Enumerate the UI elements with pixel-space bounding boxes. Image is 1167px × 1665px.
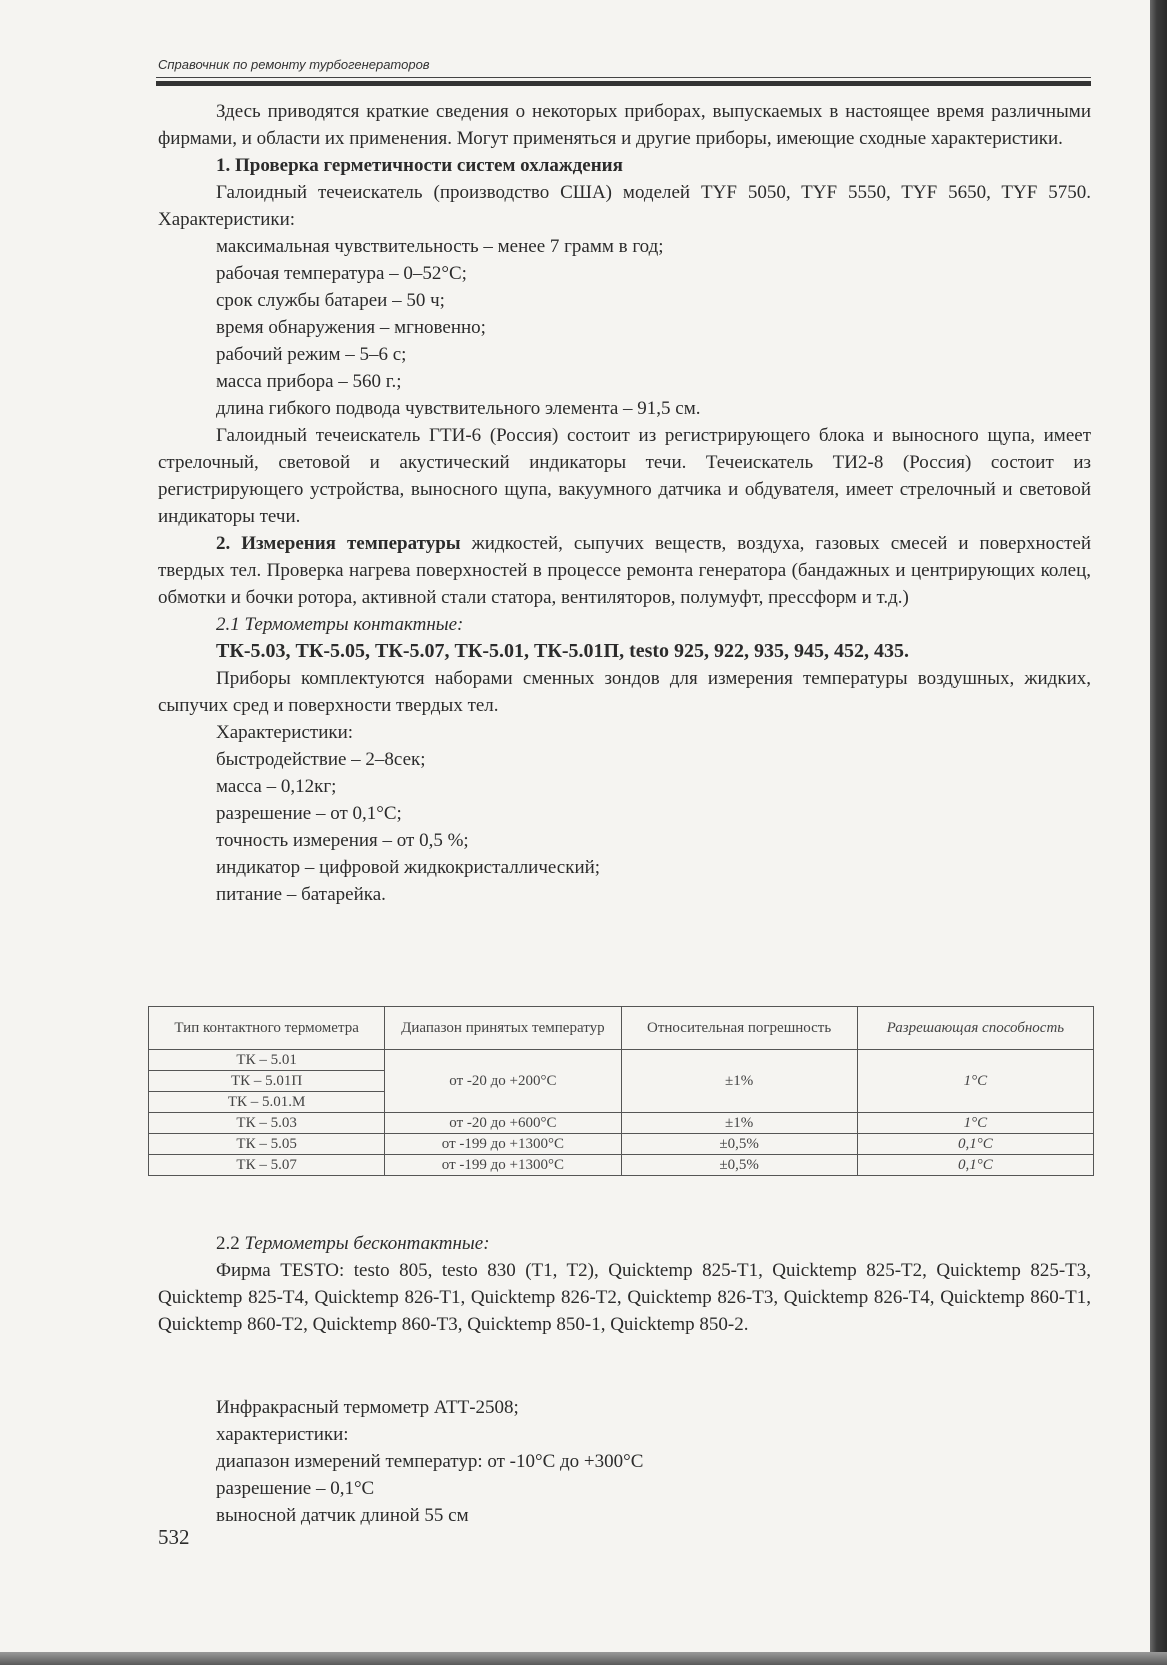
table-row: [149, 1134, 1094, 1155]
noncontact-models-paragraph: Фирма TESTO: testo 805, testo 830 (T1, T2), Quicktemp 825-T1, Quicktemp 825-T2, Quicktemp 825-T3, Quicktemp 825-T4, Quicktemp 826-T1, Quicktemp 826-T2, Quicktemp 826-T3, Quicktemp 826-T4, Quicktemp 860-T1, Quicktemp 860-T2, Quicktemp 860-T3, Quicktemp 850-1, Quicktemp 850-2.: [158, 1260, 1091, 1335]
page-edge-shadow: [1150, 0, 1167, 1665]
ir-line: Инфракрасный термометр АТТ-2508;: [216, 1397, 519, 1418]
table-cell-type: ТК – 5.03: [149, 1113, 385, 1134]
spec-line: быстродействие – 2–8сек;: [216, 749, 426, 770]
table-cell-resolution: 1°С: [857, 1050, 1093, 1113]
table-cell-type: ТК – 5.07: [149, 1155, 385, 1176]
table-row: [149, 1113, 1094, 1134]
table-cell-error: ±1%: [621, 1050, 857, 1113]
table-cell-range: от -199 до +1300°С: [385, 1134, 621, 1155]
spec-line: рабочий режим – 5–6 с;: [216, 344, 407, 365]
table-cell-resolution: 1°С: [857, 1113, 1093, 1134]
subsection-2-2-title: [158, 1230, 1091, 1257]
table-cell-range: от -199 до +1300°С: [385, 1155, 621, 1176]
spec-line: разрешение – от 0,1°С;: [216, 803, 402, 824]
spec-line: максимальная чувствительность – менее 7 грамм в год;: [216, 236, 664, 257]
spec-line: масса – 0,12кг;: [216, 776, 337, 797]
spec-line: рабочая температура – 0–52°С;: [216, 263, 467, 284]
section1-heading: 1. Проверка герметичности систем охлаждения: [216, 155, 623, 176]
spec-line: точность измерения – от 0,5 %;: [216, 830, 469, 851]
intro-paragraph: Здесь приводятся краткие сведения о некоторых приборах, выпускаемых в настоящее время различными фирмами, и области их применения. Могут применяться и другие приборы, имеющие сходные характеристики.: [158, 101, 1091, 149]
spec-line: индикатор – цифровой жидкокристаллический;: [216, 857, 601, 878]
table-cell-type: ТК – 5.01.М: [149, 1092, 385, 1113]
subsection-number: 2.2: [216, 1233, 245, 1254]
header-rule: [156, 77, 1091, 78]
spec-line: питание – батарейка.: [216, 884, 386, 905]
table-cell-resolution: 0,1°С: [857, 1155, 1093, 1176]
spec-line: масса прибора – 560 г.;: [216, 371, 402, 392]
model-list: ТК-5.03, ТК-5.05, ТК-5.07, ТК-5.01, ТК-5.01П, testo 925, 922, 935, 945, 452, 435.: [216, 640, 910, 662]
table-cell-type: ТК – 5.01П: [149, 1071, 385, 1092]
noncontact-section: [158, 1230, 1091, 1338]
thermometer-table: [148, 1006, 1094, 1176]
section1-paragraph: Галоидный течеискатель (производство США) моделей TYF 5050, TYF 5550, TYF 5650, TYF 5750. Характеристики:: [158, 182, 1091, 230]
section2-paragraph: [158, 530, 1091, 611]
ir-line: диапазон измерений температур: от -10°С до +300°С: [216, 1451, 644, 1472]
table-header: Тип контактного термометра: [149, 1007, 385, 1050]
spec-line: срок службы батареи – 50 ч;: [216, 290, 445, 311]
table-header: Диапазон принятых температур: [385, 1007, 621, 1050]
spec-line: длина гибкого подвода чувствительного элемента – 91,5 см.: [216, 398, 701, 419]
section1-paragraph-2: Галоидный течеискатель ГТИ-6 (Россия) состоит из регистрирующего блока и выносного щупа, имеет стрелочный, световой и акустический индикаторы течи. Течеискатель ТИ2-8 (Россия) состоит из регистрирующего устройства, выносного щупа, вакуумного датчика и обдувателя, имеет стрелочный и световой индикаторы течи.: [158, 425, 1091, 527]
table-row: [149, 1050, 1094, 1071]
ir-line: характеристики:: [216, 1424, 349, 1445]
page-edge-bottom: [0, 1652, 1167, 1665]
page-number: 532: [158, 1525, 190, 1549]
table-header: Относительная погрешность: [621, 1007, 857, 1050]
running-head: Справочник по ремонту турбогенераторов: [158, 57, 430, 72]
spec-line: Характеристики:: [216, 722, 354, 743]
main-text: [158, 98, 1091, 908]
table-header: Разрешающая способность: [857, 1007, 1093, 1050]
table-cell-type: ТК – 5.01: [149, 1050, 385, 1071]
table-cell-type: ТК – 5.05: [149, 1134, 385, 1155]
table-cell-error: ±0,5%: [621, 1134, 857, 1155]
ir-line: выносной датчик длиной 55 см: [216, 1505, 469, 1526]
ir-line: разрешение – 0,1°С: [216, 1478, 375, 1499]
section2-paragraph-2: Приборы комплектуются наборами сменных зондов для измерения температуры воздушных, жидких, сыпучих сред и поверхности твердых тел.: [158, 668, 1091, 716]
ir-thermometer-section: [158, 1394, 1091, 1529]
table-cell-range: от -20 до +600°С: [385, 1113, 621, 1134]
subsection-title: Термометры бесконтактные:: [244, 1233, 490, 1254]
header-rule-thick: [156, 81, 1091, 86]
section2-text: жидкостей, сыпучих веществ, воздуха, газовых смесей и поверхностей твердых тел. Проверка нагрева поверхностей в процессе ремонта генератора (бандажных и центрирующих колец, обмотки и бочки ротора, активной стали статора, вентиляторов, полумуфт, прессформ и т.д.): [158, 533, 1091, 608]
table-cell-error: ±0,5%: [621, 1155, 857, 1176]
table-header-row: [149, 1007, 1094, 1050]
spec-line: время обнаружения – мгновенно;: [216, 317, 486, 338]
table-cell-range: от -20 до +200°С: [385, 1050, 621, 1113]
table-cell-resolution: 0,1°С: [857, 1134, 1093, 1155]
subsection-2-1-title: 2.1 Термометры контактные:: [216, 614, 464, 635]
table-cell-error: ±1%: [621, 1113, 857, 1134]
table-row: [149, 1155, 1094, 1176]
section2-heading: 2. Измерения температуры: [216, 533, 461, 554]
